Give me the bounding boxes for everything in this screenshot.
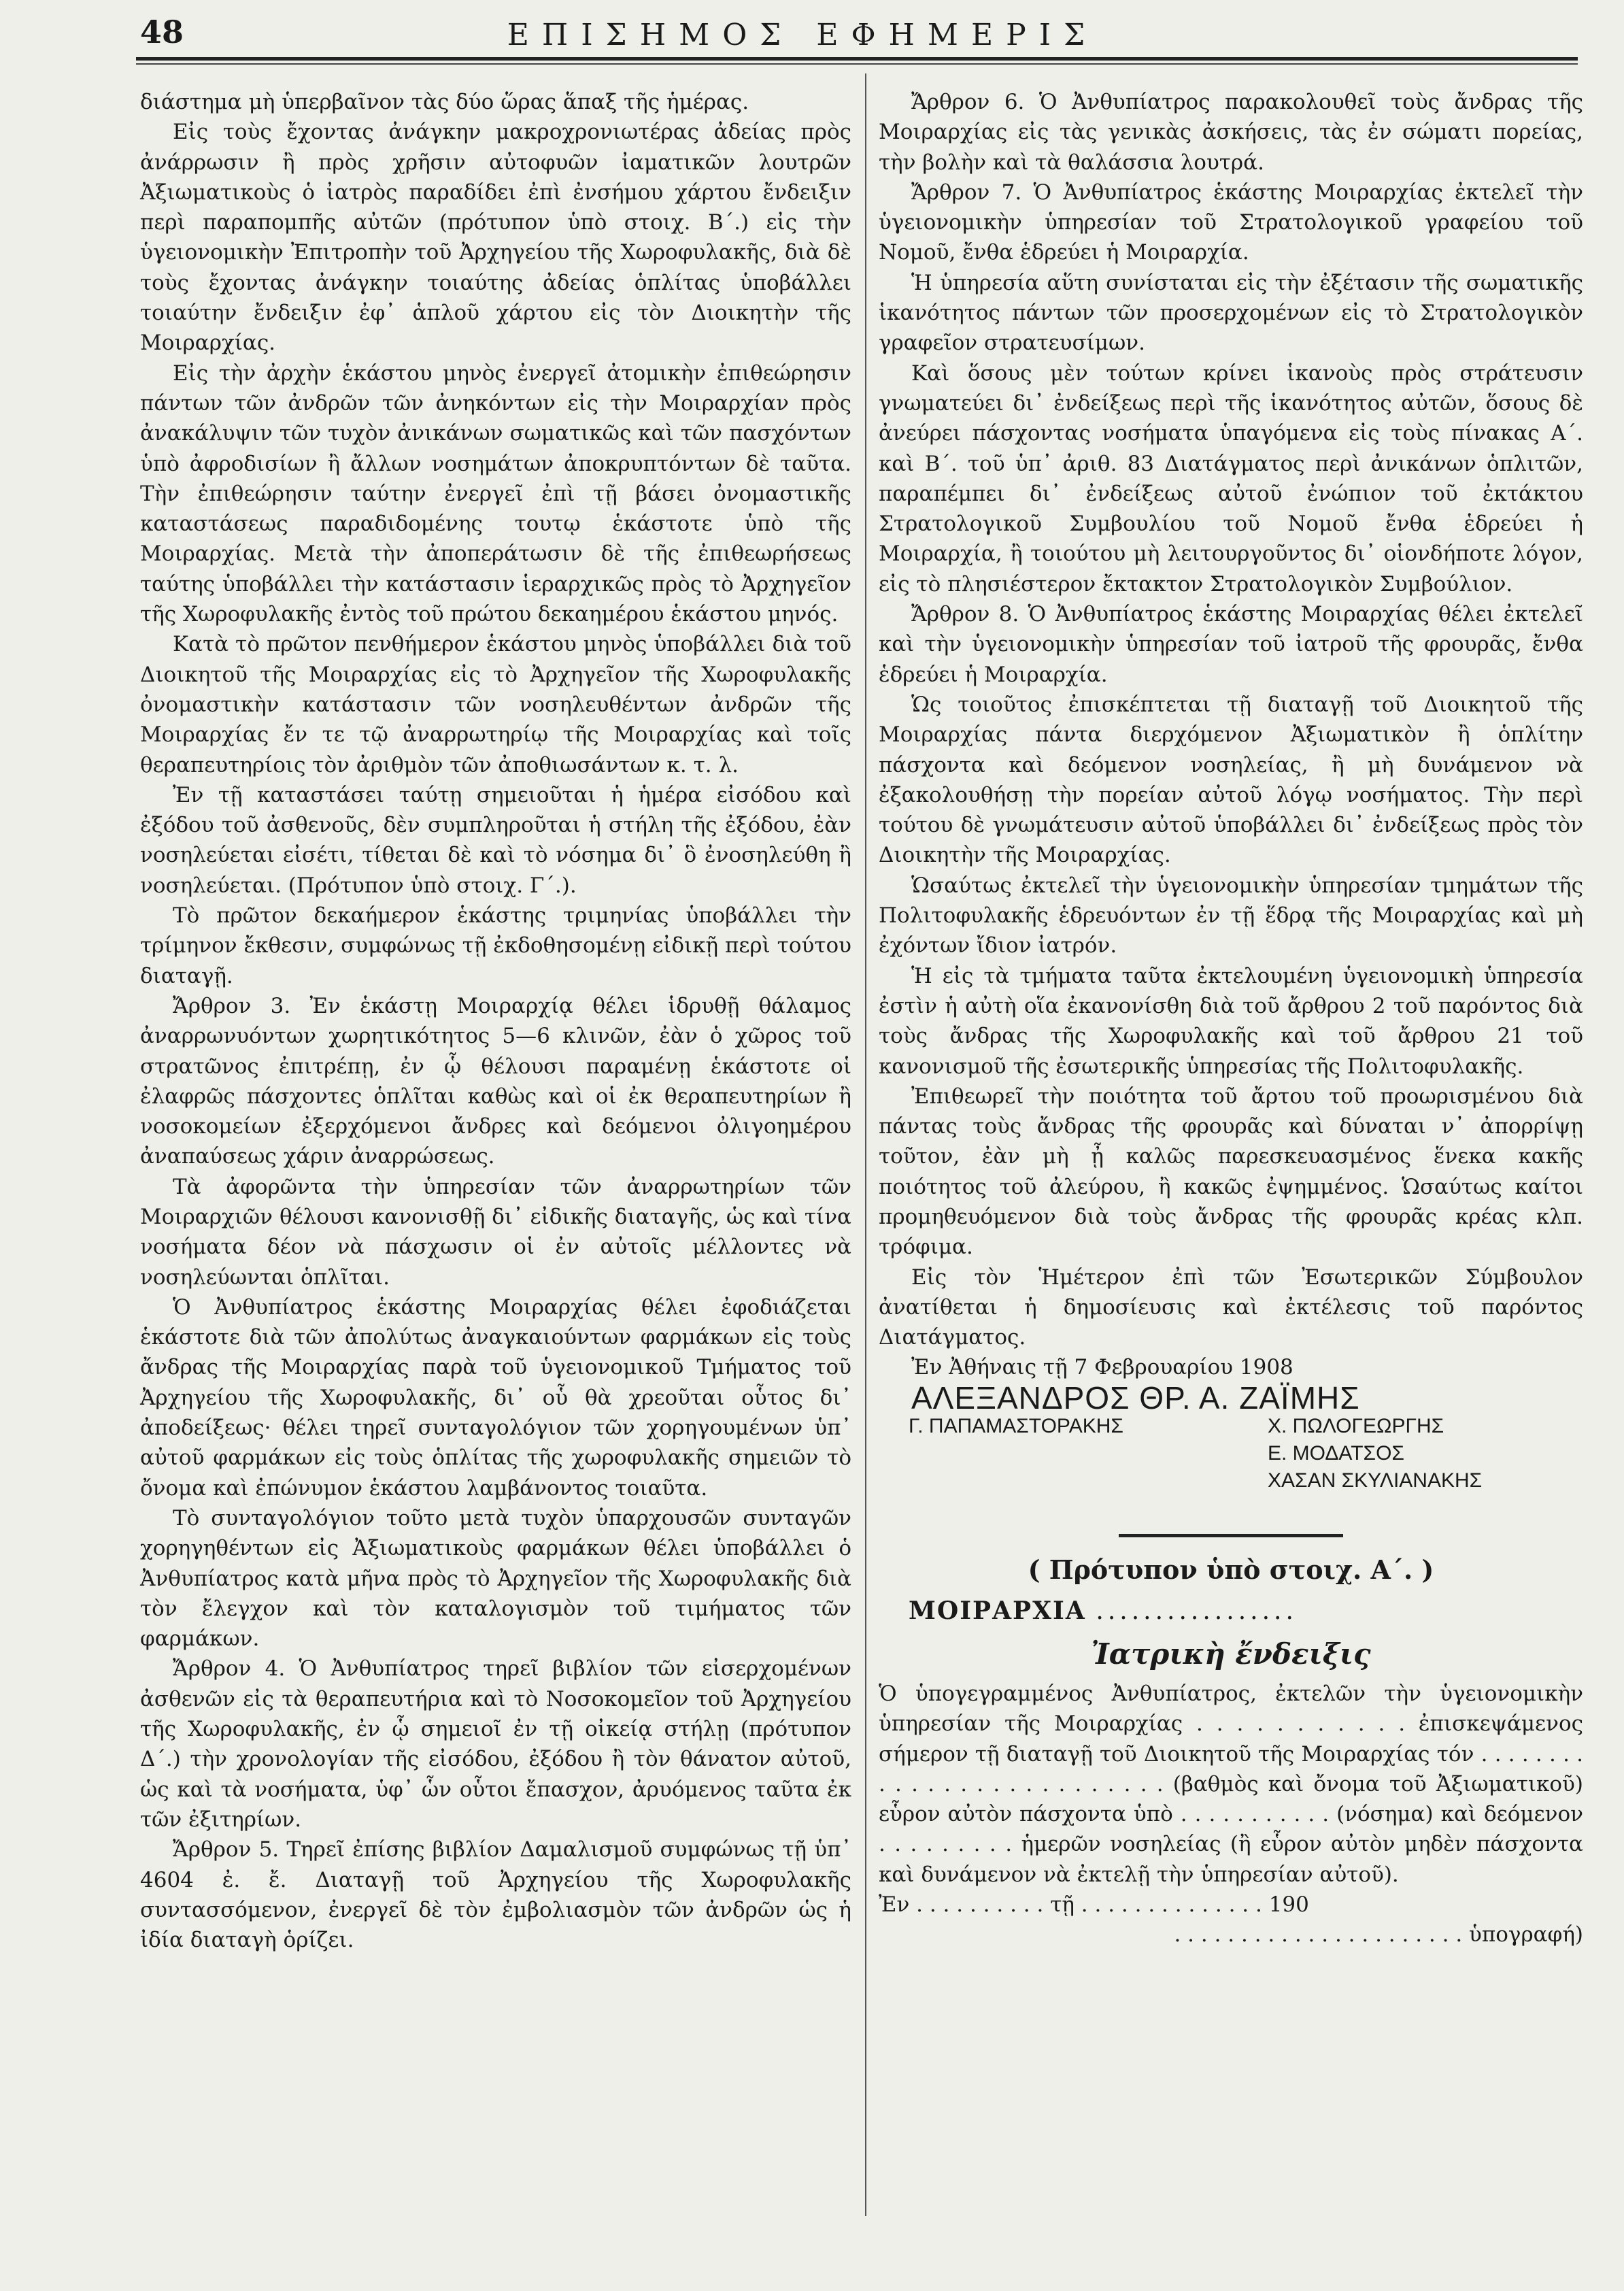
form-signature-line: . . . . . . . . . . . . . . . . . . . . . . ὑπογραφή) xyxy=(1174,1922,1583,1947)
paragraph: Ἡ ὑπηρεσία αὕτη συνίσταται εἰς τὴν ἐξέτασιν τῆς σωματικῆς ἱκανότητος πάντων τῶν προσερχομένων εἰς τὸ Στρατολογικὸν γραφεῖον στρατευσίμων. xyxy=(879,270,1583,356)
column-divider xyxy=(865,73,866,2216)
form-heading: Ἰατρικὴ ἔνδειξις xyxy=(1091,1637,1371,1671)
right-column xyxy=(879,87,1583,1950)
paragraph: Κατὰ τὸ πρῶτον πενθήμερον ἑκάστου μηνὸς ὑποβάλλει διὰ τοῦ Διοικητοῦ τῆς Μοιραρχίας εἰς τὸ Ἀρχηγεῖον τῆς Χωροφυλακῆς ὀνομαστικὴν κατάστασιν τῶν νοσηλευθέντων ἀνδρῶν τῆς Μοιραρχίας ἔν τε τῷ ἀναρρωτηρίῳ τῆς Μοιραρχίας καὶ τοῖς θεραπευτηρίοις τὸν ἀριθμὸν τῶν ἀποθιωσάντων κ. τ. λ. xyxy=(140,632,851,777)
paragraph: διάστημα μὴ ὑπερβαῖνον τὰς δύο ὥρας ἅπαξ τῆς ἡμέρας. xyxy=(140,90,749,114)
article-3-paragraph: Ἄρθρον 3. Ἐν ἑκάστῃ Μοιραρχίᾳ θέλει ἱδρυθῇ θάλαμος ἀναρρωνυόντων χωρητικότητος 5—6 κλινῶν, ἐὰν ὁ χῶρος τοῦ στρατῶνος ἐπιτρέπῃ, ἐν ᾧ θέλουσι παραμένῃ ἑκάστοτε οἱ ἐλαφρῶς πάσχοντες ὁπλῖται καθὼς καὶ οἱ ἐκ θεραπευτηρίων ἢ νοσοκομείων ἐξερχόμενοι ἄνδρες καὶ δεόμενοι ὀλιγοημέρου ἀναπαύσεως χάριν ἀναρρώσεως. xyxy=(140,993,851,1169)
cosignatory-name: ΧΑΣΑΝ ΣΚΥΛΙΑΝΑΚΗΣ xyxy=(1268,1469,1483,1492)
date-line: Ἐν Ἀθήναις τῇ 7 Φεβρουαρίου 1908 xyxy=(911,1355,1293,1380)
cosignatory-name: Χ. ΠΩΛΟΓΕΩΡΓΗΣ xyxy=(1268,1415,1444,1438)
paragraph: Ἐπιθεωρεῖ τὴν ποιότητα τοῦ ἄρτου τοῦ προωρισμένου διὰ πάντας τοὺς ἄνδρας τῆς φρουρᾶς καὶ δύναται ν᾿ ἀπορρίψῃ τοῦτον, ἐὰν μὴ ᾖ καλῶς παρεσκευασμένος ἕνεκα κακῆς ποιότητος τοῦ ἀλεύρου, ἢ κακῶς ἐψημμένος. Ὡσαύτως καίτοι προμηθευόμενον διὰ τοὺς ἄνδρας τῆς φρουρᾶς κρέας κλπ. τρόφιμα. xyxy=(879,1084,1583,1260)
cosignatory-name: Γ. ΠΑΠΑΜΑΣΤΟΡΑΚΗΣ xyxy=(909,1415,1123,1438)
paragraph: Εἰς τὴν ἀρχὴν ἑκάστου μηνὸς ἐνεργεῖ ἀτομικὴν ἐπιθεώρησιν πάντων τῶν ἀνδρῶν τῶν ἀνηκόντων εἰς τὴν Μοιραρχίαν πρὸς ἀνακάλυψιν τῶν τυχὸν ἀνικάνων σωματικῶς καὶ τῶν πασχόντων ὑπὸ ἀφροδισίων ἢ ἄλλων νοσημάτων ἀποκρυπτόντων δὲ ταῦτα. Τὴν ἐπιθεώρησιν ταύτην ἐνεργεῖ ἐπὶ τῇ βάσει ὀνομαστικῆς καταστάσεως παραδιδομένης τουτῳ ἑκάστοτε ὑπὸ τῆς Μοιραρχίας. Μετὰ τὴν ἀποπεράτωσιν δὲ τῆς ἐπιθεωρήσεως ταύτης ὑποβάλλει τὴν κατάστασιν ἱεραρχικῶς πρὸς τὸ Ἀρχηγεῖον τῆς Χωροφυλακῆς ἐντὸς τοῦ πρώτου δεκαημέρου ἑκάστου μηνός. xyxy=(140,361,851,627)
form-unit-line xyxy=(909,1596,1583,1626)
article-4-paragraph: Ἄρθρον 4. Ὁ Ἀνθυπίατρος τηρεῖ βιβλίον τῶν εἰσερχομένων ἀσθενῶν εἰς τὰ θεραπευτήρια καὶ τὸ Νοσοκομεῖον τοῦ Ἀρχηγείου τῆς Χωροφυλακῆς, ἐν ᾧ σημειοῖ ἐν τῇ οἰκείᾳ στήλῃ (πρότυπον Δ΄.) τὴν χρονολογίαν τῆς εἰσόδου, ἐξόδου ἢ τὸν θάνατον αὐτοῦ, ὡς καὶ τὰ νοσήματα, ὑφ᾿ ὧν οὗτοι ἔπασχον, ἀρυόμενος ταῦτα ἐκ τῶν ἐξιτηρίων. xyxy=(140,1656,851,1832)
cosignatory-left xyxy=(909,1413,1123,1440)
header-rule-thick xyxy=(136,57,1578,61)
cosignatory-name: Ε. ΜΟΔΑΤΣΟΣ xyxy=(1268,1442,1404,1465)
main-signature: ΑΛΕΞΑΝΔΡΟΣ ΘΡ. Α. ΖΑΪΜΗΣ xyxy=(911,1379,1360,1416)
paragraph: Τὰ ἀφορῶντα τὴν ὑπηρεσίαν τῶν ἀναρρωτηρίων τῶν Μοιραρχιῶν θέλουσι κανονισθῇ δι᾿ εἰδικῆς διαταγῆς, ὡς καὶ τίνα νοσήματα δέον νὰ πάσχωσιν οἱ ἐν αὐτοῖς μέλλοντες νὰ νοσηλεύωνται ὁπλῖται. xyxy=(140,1174,851,1290)
cosignatories xyxy=(879,1413,1583,1522)
paragraph: Ὡς τοιοῦτος ἐπισκέπτεται τῇ διαταγῇ τοῦ Διοικητοῦ τῆς Μοιραρχίας πάντα διερχόμενον Ἀξιωματικὸν ἢ ὁπλίτην πάσχοντα καὶ δεόμενον νοσηλείας, ἢ μὴ δυνάμενον νὰ ἐξακολουθήσῃ τὴν πορείαν αὐτοῦ λόγῳ νοσήματος. Τὴν περὶ τούτου δὲ γνωμάτευσιν αὐτοῦ ὑποβάλλει δι᾿ ἐνδείξεως πρὸς τὸν Διοικητὴν τῆς Μοιραρχίας. xyxy=(879,692,1583,868)
form-title: ( Πρότυπον ὑπὸ στοιχ. Α΄. ) xyxy=(1028,1554,1434,1586)
article-5-paragraph: Ἄρθρον 5. Τηρεῖ ἐπίσης βιβλίον Δαμαλισμοῦ συμφώνως τῇ ὑπ᾿ 4604 ἐ. ἔ. Διαταγῇ τοῦ Ἀρχηγείου τῆς Χωροφυλακῆς συντασσόμενον, ἐνεργεῖ δὲ τὸν ἐμβολιασμὸν τῶν ἀνδρῶν ὡς ἡ ἰδία διαταγὴ ὁρίζει. xyxy=(140,1837,851,1953)
paragraph: Ἡ εἰς τὰ τμήματα ταῦτα ἐκτελουμένη ὑγειονομικὴ ὑπηρεσία ἐστὶν ἡ αὐτὴ οἵα ἐκανονίσθη διὰ τοῦ ἄρθρου 2 τοῦ παρόντος διὰ τοὺς ἄνδρας τῆς Χωροφυλακῆς καὶ τοῦ ἄρθρου 21 τοῦ κανονισμοῦ τῆς ἐσωτερικῆς ὑπηρεσίας τῆς Πολιτοφυλακῆς. xyxy=(879,963,1583,1079)
form-body xyxy=(879,1679,1583,1950)
paragraph: Ὁ Ἀνθυπίατρος ἑκάστης Μοιραρχίας θέλει ἐφοδιάζεται ἑκάστοτε διὰ τῶν ἀπολύτως ἀναγκαιούντων φαρμάκων εἰς τοὺς ἄνδρας τῆς Μοιραρχίας παρὰ τοῦ ὑγειονομικοῦ Τμήματος τοῦ Ἀρχηγείου τῆς Χωροφυλακῆς, δι᾿ οὗ θὰ χρεοῦται οὗτος δι᾿ ἀποδείξεως· θέλει τηρεῖ συνταγολόγιον τῶν χορηγουμένων ὑπ᾿ αὐτοῦ φαρμάκων εἰς τοὺς ὁπλίτας τῆς χωροφυλακῆς σημειῶν τὸ ὄνομα καὶ ἐπώνυμον ἑκάστου λαμβάνοντος τοιαῦτα. xyxy=(140,1294,851,1501)
cosignatory-right xyxy=(1268,1413,1482,1494)
paragraph: Ἐν τῇ καταστάσει ταύτῃ σημειοῦται ἡ ἡμέρα εἰσόδου καὶ ἐξόδου τοῦ ἀσθενοῦς, δὲν συμπληροῦται ἡ στήλη τῆς ἐξόδου, ἐὰν νοσηλεύεται εἰσέτι, τίθεται δὲ καὶ τὸ νόσημα δι᾿ ὃ ἐνοσηλεύθη ἢ νοσηλεύεται. (Πρότυπον ὑπὸ στοιχ. Γ΄.). xyxy=(140,782,851,898)
paragraph: Ὡσαύτως ἐκτελεῖ τὴν ὑγειονομικὴν ὑπηρεσίαν τμημάτων τῆς Πολιτοφυλακῆς ἑδρευόντων ἐν τῇ ἕδρᾳ τῆς Μοιραρχίας καὶ μὴ ἐχόντων ἴδιον ἰατρόν. xyxy=(879,873,1583,958)
article-7-paragraph: Ἄρθρον 7. Ὁ Ἀνθυπίατρος ἑκάστης Μοιραρχίας ἐκτελεῖ τὴν ὑγειονομικὴν ὑπηρεσίαν τοῦ Στρατολογικοῦ γραφείου τοῦ Νομοῦ, ἔνθα ἑδρεύει ἡ Μοιραρχία. xyxy=(879,180,1583,265)
header-rule-thin xyxy=(136,63,1578,65)
article-6-paragraph: Ἄρθρον 6. Ὁ Ἀνθυπίατρος παρακολουθεῖ τοὺς ἄνδρας τῆς Μοιραρχίας εἰς τὰς γενικὰς ἀσκήσεις, τὰς ἐν σώματι πορείας, τὴν βολὴν καὶ τὰ θαλάσσια λουτρά. xyxy=(879,90,1583,175)
section-rule xyxy=(1119,1534,1343,1537)
form-unit-dots: ................. xyxy=(1096,1597,1298,1626)
form-body-text: Ὁ ὑπογεγραμμένος Ἀνθυπίατρος, ἐκτελῶν τὴν ὑγειονομικὴν ὑπηρεσίαν τῆς Μοιραρχίας . . . . . . . . . . . ἐπισκεψάμενος σήμερον τῇ διαταγῇ τοῦ Διοικητοῦ τῆς Μοιραρχίας τόν . . . . . . . . . . . . . . . . . . . . . . . . . . (βαθμὸς καὶ ὄνομα τοῦ Ἀξιωματικοῦ) εὗρον αὐτὸν πάσχοντα ὑπὸ . . . . . . . . . . . (νόσημα) καὶ δεόμενον . . . . . . . . . ἡμερῶν νοσηλείας (ἢ εὗρον αὐτὸν μηδὲν πάσχοντα καὶ δυνάμενον νὰ ἐκτελῇ τὴν ὑπηρεσίαν αὐτοῦ). xyxy=(879,1681,1583,1887)
paragraph: Τὸ συνταγολόγιον τοῦτο μετὰ τυχὸν ὑπαρχουσῶν συνταγῶν χορηγηθέντων εἰς Ἀξιωματικοὺς φαρμάκων θέλει ὑποβάλλει ὁ Ἀνθυπίατρος κατὰ μῆνα πρὸς τὸ Ἀρχηγεῖον τῆς Χωροφυλακῆς διὰ τὸν ἔλεγχον καὶ τὸν καταλογισμὸν τοῦ τιμήματος τῶν φαρμάκων. xyxy=(140,1505,851,1652)
left-column xyxy=(140,87,851,1955)
paragraph: Τὸ πρῶτον δεκαήμερον ἑκάστης τριμηνίας ὑποβάλλει τὴν τρίμηνον ἔκθεσιν, συμφώνως τῇ ἐκδοθησομένῃ εἰδικῇ περὶ τούτου διαταγῇ. xyxy=(140,903,851,988)
paragraph: Εἰς τοὺς ἔχοντας ἀνάγκην μακροχρονιωτέρας ἀδείας πρὸς ἀνάρρωσιν ἢ πρὸς χρῆσιν αὐτοφυῶν ἰαματικῶν λουτρῶν Ἀξιωματικοὺς ὁ ἰατρὸς παραδίδει ἐπὶ ἐνσήμου χάρτου ἔνδειξιν περὶ παραπομπῆς αὐτῶν (πρότυπον ὑπὸ στοιχ. Β΄.) εἰς τὴν ὑγειονομικὴν Ἐπιτροπὴν τοῦ Ἀρχηγείου τῆς Χωροφυλακῆς, διὰ δὲ τοὺς ἔχοντας ἀνάγκην τοιαύτης ἀδείας ὁπλίτας ὑποβάλλει τοιαύτην ἔνδειξιν ἐφ᾿ ἁπλοῦ χάρτου εἰς τὸν Διοικητὴν τῆς Μοιραρχίας. xyxy=(140,120,851,356)
page-number: 48 xyxy=(140,14,184,50)
paragraph: Καὶ ὅσους μὲν τούτων κρίνει ἱκανοὺς πρὸς στράτευσιν γνωματεύει δι᾿ ἐνδείξεως περὶ τῆς ἱκανότητος αὐτῶν, ὅσους δὲ ἀνεύρει πάσχοντας νοσήματα ὑπαγόμενα εἰς τοὺς πίνακας Α΄. καὶ Β΄. τοῦ ὑπ᾿ ἀριθ. 83 Διατάγματος περὶ ἀνικάνων ὁπλιτῶν, παραπέμπει δι᾿ ἐνδείξεως αὐτοῦ ἐνώπιον τοῦ ἐκτάκτου Στρατολογικοῦ Συμβουλίου τοῦ Νομοῦ ἔνθα ἑδρεύει ἡ Μοιραρχία, ἢ τοιούτου μὴ λειτουργοῦντος δι᾿ οἱονδήποτε λόγον, εἰς τὸ πλησιέστερον ἔκτακτον Στρατολογικὸν Συμβούλιον. xyxy=(879,361,1583,597)
form-unit-label: ΜΟΙΡΑΡΧΙΑ xyxy=(909,1596,1086,1626)
running-title: ΕΠΙΣΗΜΟΣ ΕΦΗΜΕΡΙΣ xyxy=(507,18,1098,52)
form-place-line: Ἐν . . . . . . . . . . τῇ . . . . . . . . . . . . . . 190 xyxy=(879,1892,1309,1918)
paragraph: Εἰς τὸν Ἡμέτερον ἐπὶ τῶν Ἐσωτερικῶν Σύμβουλον ἀνατίθεται ἡ δημοσίευσις καὶ ἐκτέλεσις τοῦ παρόντος Διατάγματος. xyxy=(879,1265,1583,1350)
article-8-paragraph: Ἄρθρον 8. Ὁ Ἀνθυπίατρος ἑκάστης Μοιραρχίας θέλει ἐκτελεῖ καὶ τὴν ὑγειονομικὴν ὑπηρεσίαν τοῦ ἰατροῦ τῆς φρουρᾶς, ἔνθα ἑδρεύει ἡ Μοιραρχία. xyxy=(879,602,1583,687)
